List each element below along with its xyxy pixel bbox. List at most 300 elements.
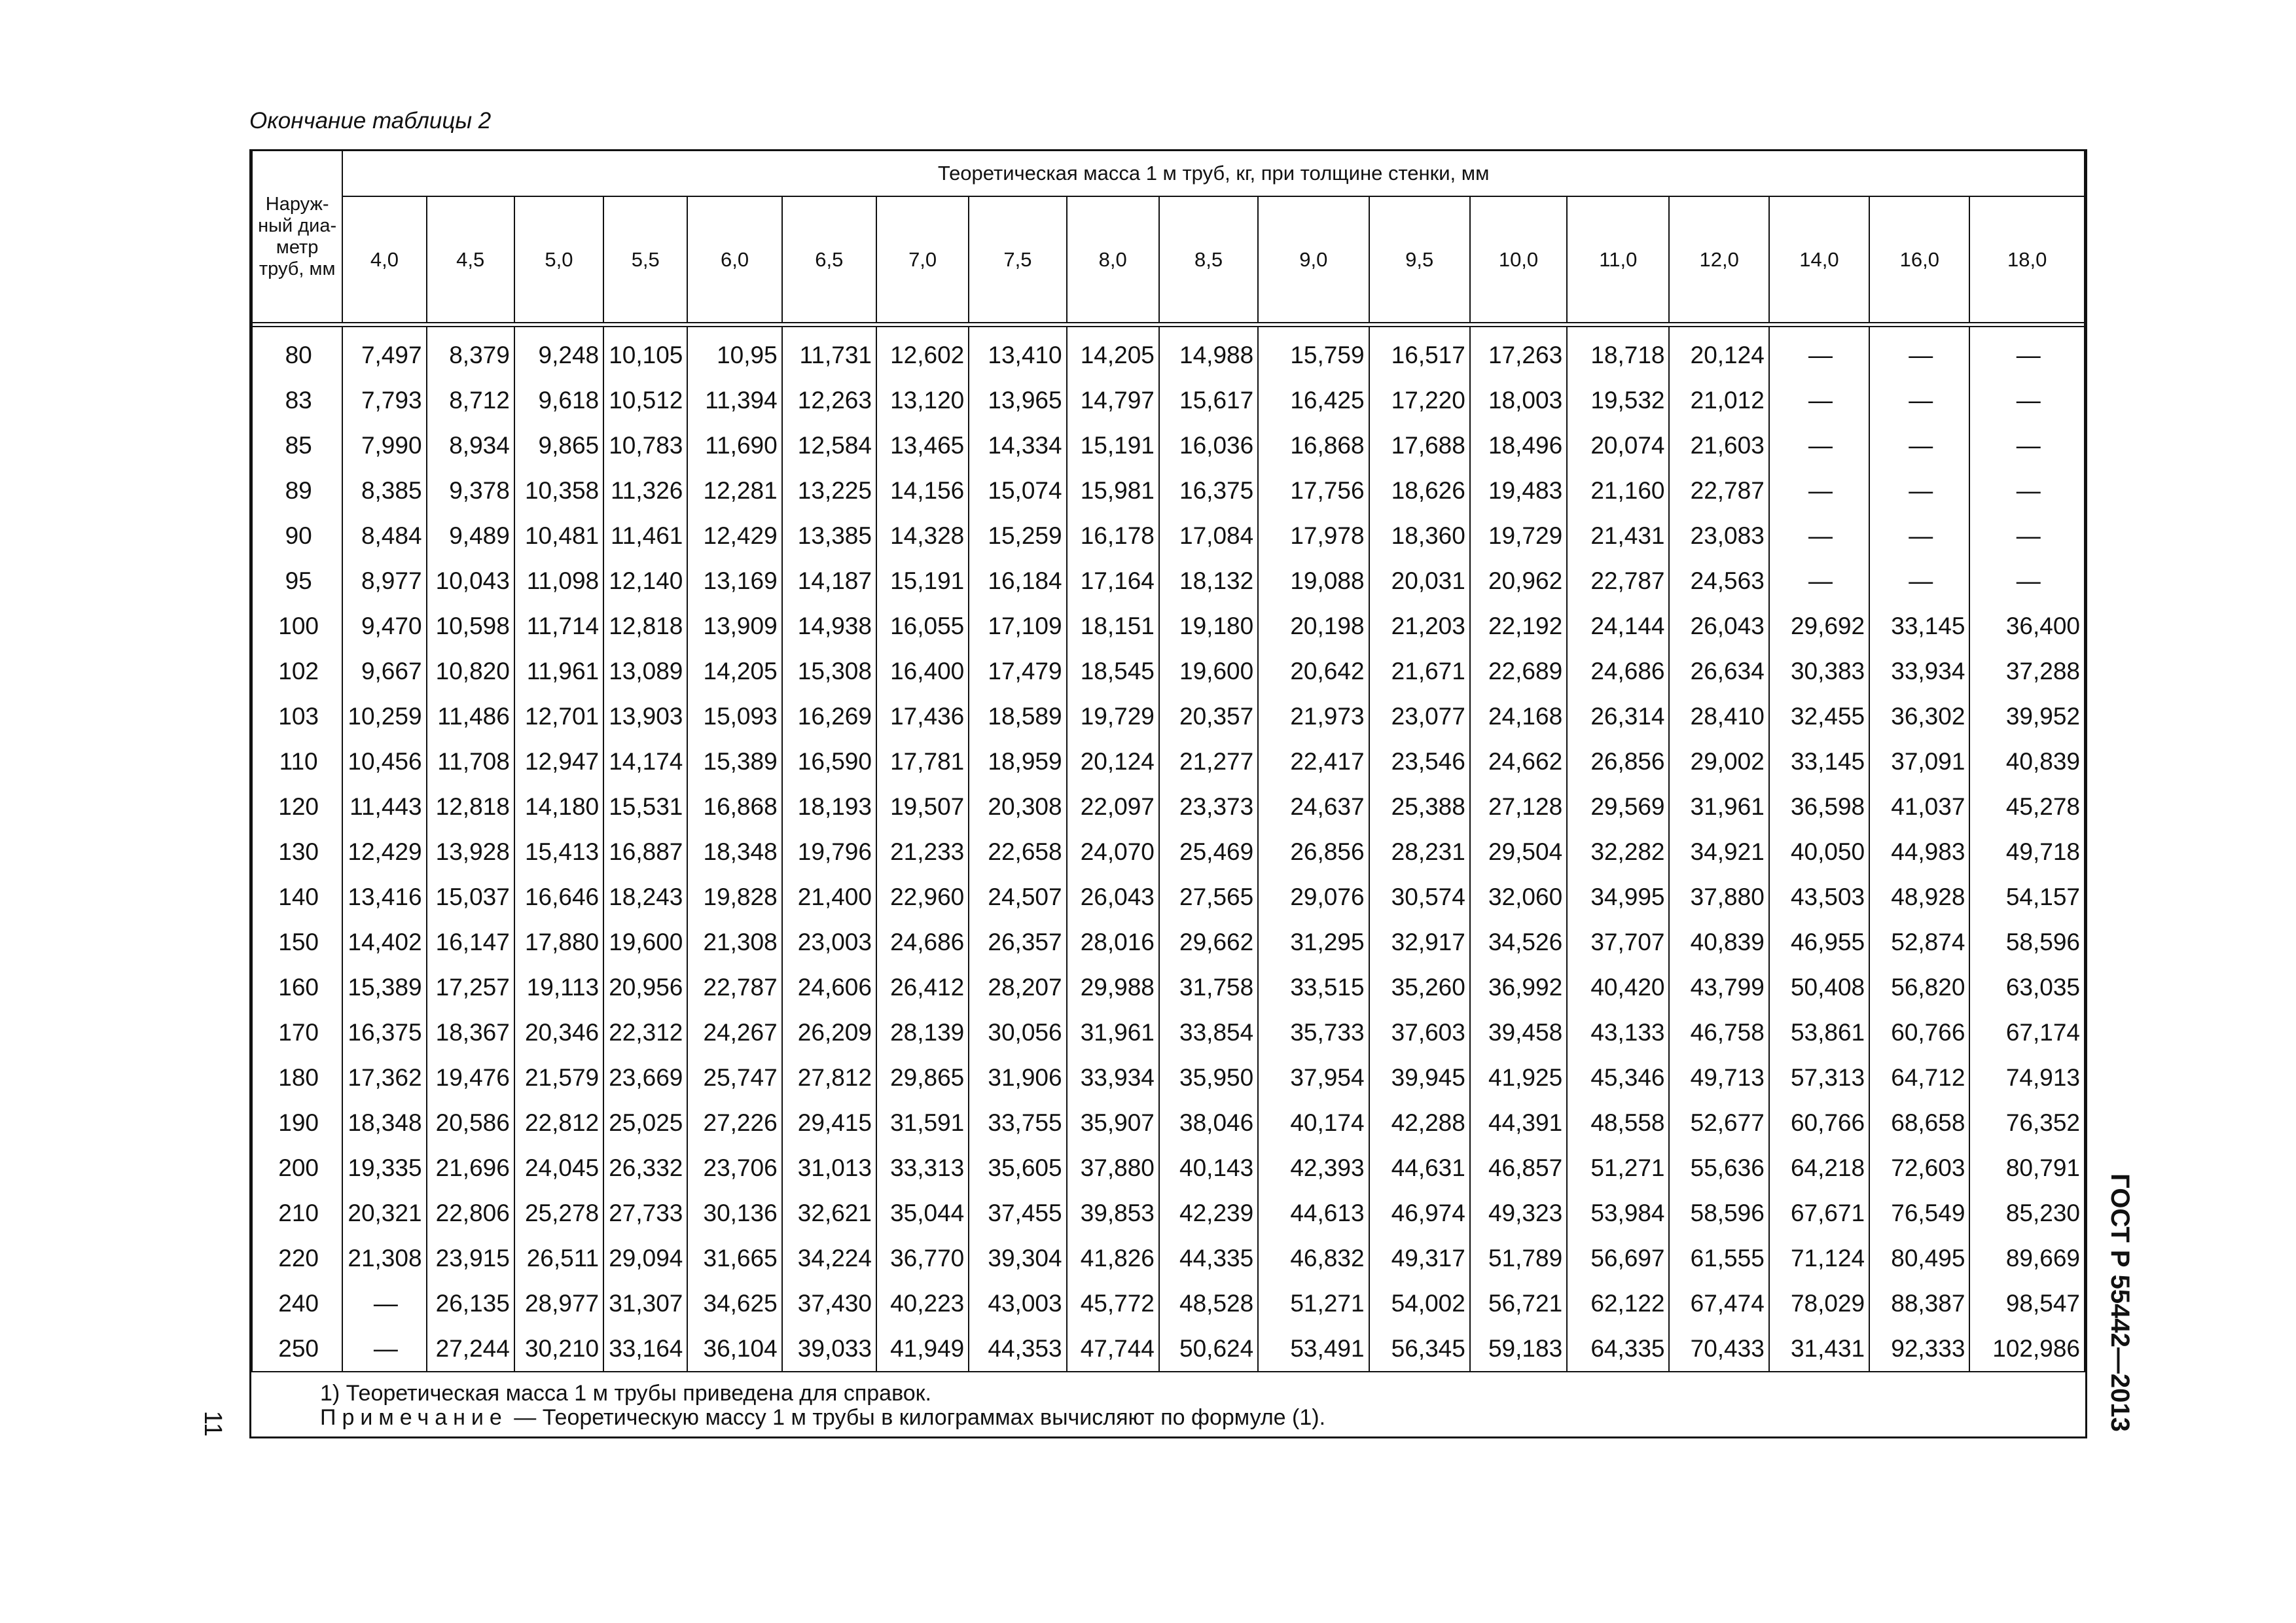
mass-cell: 23,669 xyxy=(603,1055,687,1100)
wall-thickness-header: 18,0 xyxy=(1969,196,2085,323)
mass-cell: 20,031 xyxy=(1369,558,1470,603)
mass-cell: 28,977 xyxy=(514,1281,603,1326)
mass-cell: 17,164 xyxy=(1067,558,1159,603)
mass-cell: — xyxy=(1969,378,2085,423)
mass-cell: 23,373 xyxy=(1159,784,1258,829)
mass-cell: 10,598 xyxy=(427,603,514,649)
mass-cell: 25,747 xyxy=(687,1055,781,1100)
mass-cell: 17,257 xyxy=(427,965,514,1010)
mass-cell: 10,456 xyxy=(342,739,426,784)
table-row xyxy=(252,603,2085,649)
mass-cell: 80,495 xyxy=(1869,1236,1969,1281)
mass-cell: 33,854 xyxy=(1159,1010,1258,1055)
mass-cell: — xyxy=(1769,378,1869,423)
mass-cell: 14,205 xyxy=(687,649,781,694)
mass-cell: 20,956 xyxy=(603,965,687,1010)
mass-cell: 21,203 xyxy=(1369,603,1470,649)
wall-thickness-header: 5,5 xyxy=(603,196,687,323)
mass-cell: 33,313 xyxy=(876,1145,969,1190)
mass-cell: 41,037 xyxy=(1869,784,1969,829)
mass-cell: 39,304 xyxy=(969,1236,1066,1281)
mass-cell: 17,436 xyxy=(876,694,969,739)
mass-cell: 12,818 xyxy=(427,784,514,829)
mass-cell: 52,677 xyxy=(1669,1100,1768,1145)
mass-cell: 22,312 xyxy=(603,1010,687,1055)
mass-cell: 34,224 xyxy=(782,1236,876,1281)
mass-cell: 11,708 xyxy=(427,739,514,784)
mass-cell: 9,489 xyxy=(427,513,514,558)
mass-cell: 35,733 xyxy=(1258,1010,1369,1055)
mass-cell: 48,528 xyxy=(1159,1281,1258,1326)
mass-cell: 72,603 xyxy=(1869,1145,1969,1190)
mass-cell: 35,907 xyxy=(1067,1100,1159,1145)
mass-cell: 34,995 xyxy=(1567,874,1669,919)
table-row xyxy=(252,327,2085,378)
mass-cell: 20,308 xyxy=(969,784,1066,829)
mass-cell: 46,974 xyxy=(1369,1190,1470,1236)
table-row xyxy=(252,694,2085,739)
mass-cell: 29,569 xyxy=(1567,784,1669,829)
diameter-cell: 89 xyxy=(252,468,342,513)
mass-cell: 10,043 xyxy=(427,558,514,603)
mass-cell: 39,952 xyxy=(1969,694,2085,739)
mass-cell: 29,076 xyxy=(1258,874,1369,919)
mass-cell: 26,043 xyxy=(1669,603,1768,649)
mass-cell: 11,394 xyxy=(687,378,781,423)
mass-cell: 33,515 xyxy=(1258,965,1369,1010)
mass-cell: 23,546 xyxy=(1369,739,1470,784)
mass-cell: 30,574 xyxy=(1369,874,1470,919)
mass-cell: 15,074 xyxy=(969,468,1066,513)
diameter-cell: 240 xyxy=(252,1281,342,1326)
wall-thickness-header: 4,0 xyxy=(342,196,426,323)
mass-cell: 19,828 xyxy=(687,874,781,919)
mass-cell: 21,603 xyxy=(1669,423,1768,468)
mass-cell: 20,198 xyxy=(1258,603,1369,649)
mass-cell: 19,088 xyxy=(1258,558,1369,603)
diameter-cell: 130 xyxy=(252,829,342,874)
mass-cell: 22,689 xyxy=(1470,649,1567,694)
mass-cell: 41,949 xyxy=(876,1326,969,1371)
mass-cell: 10,105 xyxy=(603,327,687,378)
mass-cell: 19,483 xyxy=(1470,468,1567,513)
mass-cell: 40,143 xyxy=(1159,1145,1258,1190)
mass-cell: 15,759 xyxy=(1258,327,1369,378)
mass-cell: 33,164 xyxy=(603,1326,687,1371)
mass-cell: 14,328 xyxy=(876,513,969,558)
mass-cell: 15,531 xyxy=(603,784,687,829)
mass-cell: 56,345 xyxy=(1369,1326,1470,1371)
page-number: 11 xyxy=(199,1410,227,1436)
mass-cell: 28,207 xyxy=(969,965,1066,1010)
mass-cell: 45,278 xyxy=(1969,784,2085,829)
mass-cell: 24,507 xyxy=(969,874,1066,919)
mass-cell: 16,178 xyxy=(1067,513,1159,558)
mass-cell: 76,352 xyxy=(1969,1100,2085,1145)
mass-cell: 24,070 xyxy=(1067,829,1159,874)
mass-cell: 7,990 xyxy=(342,423,426,468)
mass-cell: 38,046 xyxy=(1159,1100,1258,1145)
mass-cell: 20,124 xyxy=(1067,739,1159,784)
mass-cell: 22,192 xyxy=(1470,603,1567,649)
mass-cell: 31,295 xyxy=(1258,919,1369,965)
mass-cell: 19,600 xyxy=(603,919,687,965)
mass-cell: 68,658 xyxy=(1869,1100,1969,1145)
mass-cell: 31,431 xyxy=(1769,1326,1869,1371)
mass-cell: 24,144 xyxy=(1567,603,1669,649)
mass-cell: 15,259 xyxy=(969,513,1066,558)
mass-cell: 15,413 xyxy=(514,829,603,874)
mass-cell: 25,469 xyxy=(1159,829,1258,874)
diameter-cell: 83 xyxy=(252,378,342,423)
table-row xyxy=(252,423,2085,468)
mass-cell: 55,636 xyxy=(1669,1145,1768,1190)
mass-cell: 18,243 xyxy=(603,874,687,919)
mass-cell: 18,626 xyxy=(1369,468,1470,513)
table-row xyxy=(252,1281,2085,1326)
diameter-cell: 100 xyxy=(252,603,342,649)
mass-cell: 18,545 xyxy=(1067,649,1159,694)
mass-cell: 17,263 xyxy=(1470,327,1567,378)
mass-cell: 40,050 xyxy=(1769,829,1869,874)
mass-cell: 34,921 xyxy=(1669,829,1768,874)
mass-cell: 12,281 xyxy=(687,468,781,513)
mass-cell: 36,598 xyxy=(1769,784,1869,829)
mass-cell: 7,497 xyxy=(342,327,426,378)
mass-cell: 26,634 xyxy=(1669,649,1768,694)
mass-cell: 10,358 xyxy=(514,468,603,513)
wall-thickness-group-header: Теоретическая масса 1 м труб, кг, при толщине стенки, мм xyxy=(342,151,2085,196)
mass-cell: 32,455 xyxy=(1769,694,1869,739)
mass-cell: 26,332 xyxy=(603,1145,687,1190)
mass-cell: 64,335 xyxy=(1567,1326,1669,1371)
mass-cell: 50,408 xyxy=(1769,965,1869,1010)
mass-cell: 14,797 xyxy=(1067,378,1159,423)
diameter-cell: 80 xyxy=(252,327,342,378)
mass-cell: 98,547 xyxy=(1969,1281,2085,1326)
mass-cell: 26,209 xyxy=(782,1010,876,1055)
wall-thickness-header: 7,5 xyxy=(969,196,1066,323)
mass-cell: 16,425 xyxy=(1258,378,1369,423)
diameter-cell: 170 xyxy=(252,1010,342,1055)
mass-cell: 10,783 xyxy=(603,423,687,468)
mass-cell: 18,496 xyxy=(1470,423,1567,468)
mass-cell: 17,688 xyxy=(1369,423,1470,468)
mass-cell: 27,244 xyxy=(427,1326,514,1371)
wall-thickness-header: 10,0 xyxy=(1470,196,1567,323)
mass-cell: 29,988 xyxy=(1067,965,1159,1010)
diameter-cell: 140 xyxy=(252,874,342,919)
mass-cell: 26,357 xyxy=(969,919,1066,965)
mass-cell: 37,954 xyxy=(1258,1055,1369,1100)
mass-cell: 46,857 xyxy=(1470,1145,1567,1190)
diameter-cell: 180 xyxy=(252,1055,342,1100)
mass-cell: 51,271 xyxy=(1567,1145,1669,1190)
table-row xyxy=(252,965,2085,1010)
standard-code-side xyxy=(2100,1165,2139,1440)
mass-cell: 92,333 xyxy=(1869,1326,1969,1371)
table-row xyxy=(252,784,2085,829)
mass-cell: 39,033 xyxy=(782,1326,876,1371)
mass-cell: 12,429 xyxy=(342,829,426,874)
mass-cell: 29,692 xyxy=(1769,603,1869,649)
mass-cell: 21,973 xyxy=(1258,694,1369,739)
mass-cell: 44,631 xyxy=(1369,1145,1470,1190)
mass-cell: — xyxy=(1969,513,2085,558)
mass-cell: 31,665 xyxy=(687,1236,781,1281)
mass-cell: — xyxy=(1869,468,1969,513)
mass-cell: 40,174 xyxy=(1258,1100,1369,1145)
mass-cell: 27,565 xyxy=(1159,874,1258,919)
mass-cell: — xyxy=(342,1281,426,1326)
mass-cell: 14,938 xyxy=(782,603,876,649)
mass-cell: 13,465 xyxy=(876,423,969,468)
mass-cell: 14,402 xyxy=(342,919,426,965)
mass-cell: 44,983 xyxy=(1869,829,1969,874)
mass-cell: 19,796 xyxy=(782,829,876,874)
mass-cell: 15,093 xyxy=(687,694,781,739)
mass-cell: 40,223 xyxy=(876,1281,969,1326)
mass-cell: 67,671 xyxy=(1769,1190,1869,1236)
diameter-column-header: Наруж-ный диа-метр труб, мм xyxy=(252,151,342,323)
mass-cell: — xyxy=(1769,558,1869,603)
mass-cell: 85,230 xyxy=(1969,1190,2085,1236)
table-row xyxy=(252,513,2085,558)
mass-cell: 15,191 xyxy=(876,558,969,603)
mass-cell: 18,132 xyxy=(1159,558,1258,603)
table-row xyxy=(252,558,2085,603)
diameter-cell: 120 xyxy=(252,784,342,829)
footnote-text: 1) Теоретическая масса 1 м трубы приведена для справок. xyxy=(320,1381,931,1406)
mass-cell: 24,637 xyxy=(1258,784,1369,829)
mass-cell: 80,791 xyxy=(1969,1145,2085,1190)
mass-cell: 30,136 xyxy=(687,1190,781,1236)
mass-cell: 21,233 xyxy=(876,829,969,874)
mass-cell: 10,259 xyxy=(342,694,426,739)
mass-cell: 57,313 xyxy=(1769,1055,1869,1100)
mass-cell: 27,128 xyxy=(1470,784,1567,829)
mass-cell: 20,321 xyxy=(342,1190,426,1236)
mass-cell: 19,476 xyxy=(427,1055,514,1100)
mass-cell: 40,839 xyxy=(1669,919,1768,965)
mass-cell: 50,624 xyxy=(1159,1326,1258,1371)
mass-cell: 49,323 xyxy=(1470,1190,1567,1236)
mass-cell: 22,417 xyxy=(1258,739,1369,784)
mass-cell: 14,180 xyxy=(514,784,603,829)
mass-cell: 35,950 xyxy=(1159,1055,1258,1100)
mass-cell: 26,856 xyxy=(1258,829,1369,874)
wall-thickness-header: 16,0 xyxy=(1869,196,1969,323)
diameter-cell: 150 xyxy=(252,919,342,965)
mass-cell: 17,756 xyxy=(1258,468,1369,513)
mass-cell: — xyxy=(1869,378,1969,423)
mass-cell: — xyxy=(1769,423,1869,468)
mass-cell: 53,491 xyxy=(1258,1326,1369,1371)
mass-cell: 11,961 xyxy=(514,649,603,694)
mass-cell: 49,317 xyxy=(1369,1236,1470,1281)
mass-cell: 37,880 xyxy=(1669,874,1768,919)
mass-cell: 37,455 xyxy=(969,1190,1066,1236)
mass-cell: 29,662 xyxy=(1159,919,1258,965)
mass-cell: 33,934 xyxy=(1067,1055,1159,1100)
mass-cell: 41,925 xyxy=(1470,1055,1567,1100)
diameter-cell: 200 xyxy=(252,1145,342,1190)
mass-cell: 18,718 xyxy=(1567,327,1669,378)
mass-cell: — xyxy=(1869,513,1969,558)
mass-cell: 15,981 xyxy=(1067,468,1159,513)
mass-cell: 11,486 xyxy=(427,694,514,739)
mass-cell: — xyxy=(1969,468,2085,513)
mass-cell: 23,083 xyxy=(1669,513,1768,558)
mass-cell: 20,124 xyxy=(1669,327,1768,378)
mass-cell: 53,861 xyxy=(1769,1010,1869,1055)
mass-cell: 24,686 xyxy=(876,919,969,965)
diameter-cell: 110 xyxy=(252,739,342,784)
mass-cell: 26,043 xyxy=(1067,874,1159,919)
mass-cell: 28,139 xyxy=(876,1010,969,1055)
mass-cell: 33,145 xyxy=(1769,739,1869,784)
mass-cell: 8,385 xyxy=(342,468,426,513)
wall-thickness-header: 6,0 xyxy=(687,196,781,323)
mass-cell: 43,799 xyxy=(1669,965,1768,1010)
mass-cell: 24,662 xyxy=(1470,739,1567,784)
mass-cell: 25,025 xyxy=(603,1100,687,1145)
mass-cell: 45,346 xyxy=(1567,1055,1669,1100)
mass-cell: 28,016 xyxy=(1067,919,1159,965)
mass-cell: — xyxy=(1969,327,2085,378)
mass-cell: 22,658 xyxy=(969,829,1066,874)
mass-cell: 21,160 xyxy=(1567,468,1669,513)
mass-cell: 11,443 xyxy=(342,784,426,829)
table-row xyxy=(252,829,2085,874)
mass-cell: 39,853 xyxy=(1067,1190,1159,1236)
mass-cell: 18,589 xyxy=(969,694,1066,739)
mass-cell: 31,591 xyxy=(876,1100,969,1145)
mass-cell: 15,308 xyxy=(782,649,876,694)
mass-cell: 36,104 xyxy=(687,1326,781,1371)
diameter-cell: 210 xyxy=(252,1190,342,1236)
mass-cell: 25,278 xyxy=(514,1190,603,1236)
mass-cell: 19,507 xyxy=(876,784,969,829)
mass-cell: 28,410 xyxy=(1669,694,1768,739)
mass-cell: 22,787 xyxy=(687,965,781,1010)
mass-cell: 59,183 xyxy=(1470,1326,1567,1371)
mass-cell: — xyxy=(1869,423,1969,468)
mass-cell: 13,089 xyxy=(603,649,687,694)
table-row xyxy=(252,1145,2085,1190)
mass-cell: 76,549 xyxy=(1869,1190,1969,1236)
mass-cell: 19,729 xyxy=(1470,513,1567,558)
mass-cell: 40,839 xyxy=(1969,739,2085,784)
mass-cell: 13,225 xyxy=(782,468,876,513)
mass-cell: 19,113 xyxy=(514,965,603,1010)
mass-cell: 23,077 xyxy=(1369,694,1470,739)
mass-cell: 18,360 xyxy=(1369,513,1470,558)
mass-cell: 37,091 xyxy=(1869,739,1969,784)
mass-cell: 12,818 xyxy=(603,603,687,649)
mass-cell: 67,474 xyxy=(1669,1281,1768,1326)
mass-cell: 46,955 xyxy=(1769,919,1869,965)
mass-cell: 15,191 xyxy=(1067,423,1159,468)
mass-cell: 16,517 xyxy=(1369,327,1470,378)
mass-cell: 42,239 xyxy=(1159,1190,1258,1236)
mass-cell: 56,721 xyxy=(1470,1281,1567,1326)
mass-cell: 13,385 xyxy=(782,513,876,558)
mass-cell: 21,671 xyxy=(1369,649,1470,694)
mass-cell: 16,184 xyxy=(969,558,1066,603)
mass-cell: 13,928 xyxy=(427,829,514,874)
mass-cell: 49,713 xyxy=(1669,1055,1768,1100)
diameter-cell: 102 xyxy=(252,649,342,694)
table-row xyxy=(252,919,2085,965)
mass-cell: 27,733 xyxy=(603,1190,687,1236)
mass-cell: 17,781 xyxy=(876,739,969,784)
mass-cell: 16,036 xyxy=(1159,423,1258,468)
diameter-cell: 250 xyxy=(252,1326,342,1371)
mass-cell: — xyxy=(1769,327,1869,378)
mass-cell: 48,558 xyxy=(1567,1100,1669,1145)
mass-cell: 89,669 xyxy=(1969,1236,2085,1281)
wall-thickness-header: 14,0 xyxy=(1769,196,1869,323)
diameter-cell: 190 xyxy=(252,1100,342,1145)
diameter-cell: 160 xyxy=(252,965,342,1010)
mass-cell: 51,271 xyxy=(1258,1281,1369,1326)
mass-cell: 13,416 xyxy=(342,874,426,919)
mass-cell: 13,169 xyxy=(687,558,781,603)
mass-cell: 20,586 xyxy=(427,1100,514,1145)
table-row xyxy=(252,874,2085,919)
wall-thickness-header: 9,0 xyxy=(1258,196,1369,323)
mass-cell: 16,055 xyxy=(876,603,969,649)
mass-cell: 19,600 xyxy=(1159,649,1258,694)
mass-cell: 15,389 xyxy=(342,965,426,1010)
mass-cell: 31,961 xyxy=(1669,784,1768,829)
table-caption: Окончание таблицы 2 xyxy=(249,108,492,134)
mass-cell: 33,755 xyxy=(969,1100,1066,1145)
mass-cell: 44,613 xyxy=(1258,1190,1369,1236)
mass-cell: 22,787 xyxy=(1669,468,1768,513)
mass-cell: 18,151 xyxy=(1067,603,1159,649)
mass-cell: 13,909 xyxy=(687,603,781,649)
table-row xyxy=(252,1326,2085,1371)
diameter-cell: 220 xyxy=(252,1236,342,1281)
mass-cell: 30,056 xyxy=(969,1010,1066,1055)
mass-cell: 102,986 xyxy=(1969,1326,2085,1371)
mass-cell: 24,168 xyxy=(1470,694,1567,739)
mass-cell: 22,806 xyxy=(427,1190,514,1236)
mass-cell: 12,701 xyxy=(514,694,603,739)
wall-thickness-header: 6,5 xyxy=(782,196,876,323)
mass-cell: 30,210 xyxy=(514,1326,603,1371)
mass-cell: 22,960 xyxy=(876,874,969,919)
mass-cell: 12,429 xyxy=(687,513,781,558)
mass-cell: 22,812 xyxy=(514,1100,603,1145)
mass-cell: 53,984 xyxy=(1567,1190,1669,1236)
wall-thickness-header: 5,0 xyxy=(514,196,603,323)
mass-cell: 56,820 xyxy=(1869,965,1969,1010)
mass-cell: 39,458 xyxy=(1470,1010,1567,1055)
mass-cell: 78,029 xyxy=(1769,1281,1869,1326)
mass-cell: 10,820 xyxy=(427,649,514,694)
mass-cell: 21,400 xyxy=(782,874,876,919)
mass-cell: 16,868 xyxy=(1258,423,1369,468)
table-row xyxy=(252,468,2085,513)
mass-cell: 16,147 xyxy=(427,919,514,965)
mass-cell: 37,880 xyxy=(1067,1145,1159,1190)
mass-cell: 11,690 xyxy=(687,423,781,468)
mass-cell: — xyxy=(1969,558,2085,603)
mass-cell: 23,915 xyxy=(427,1236,514,1281)
